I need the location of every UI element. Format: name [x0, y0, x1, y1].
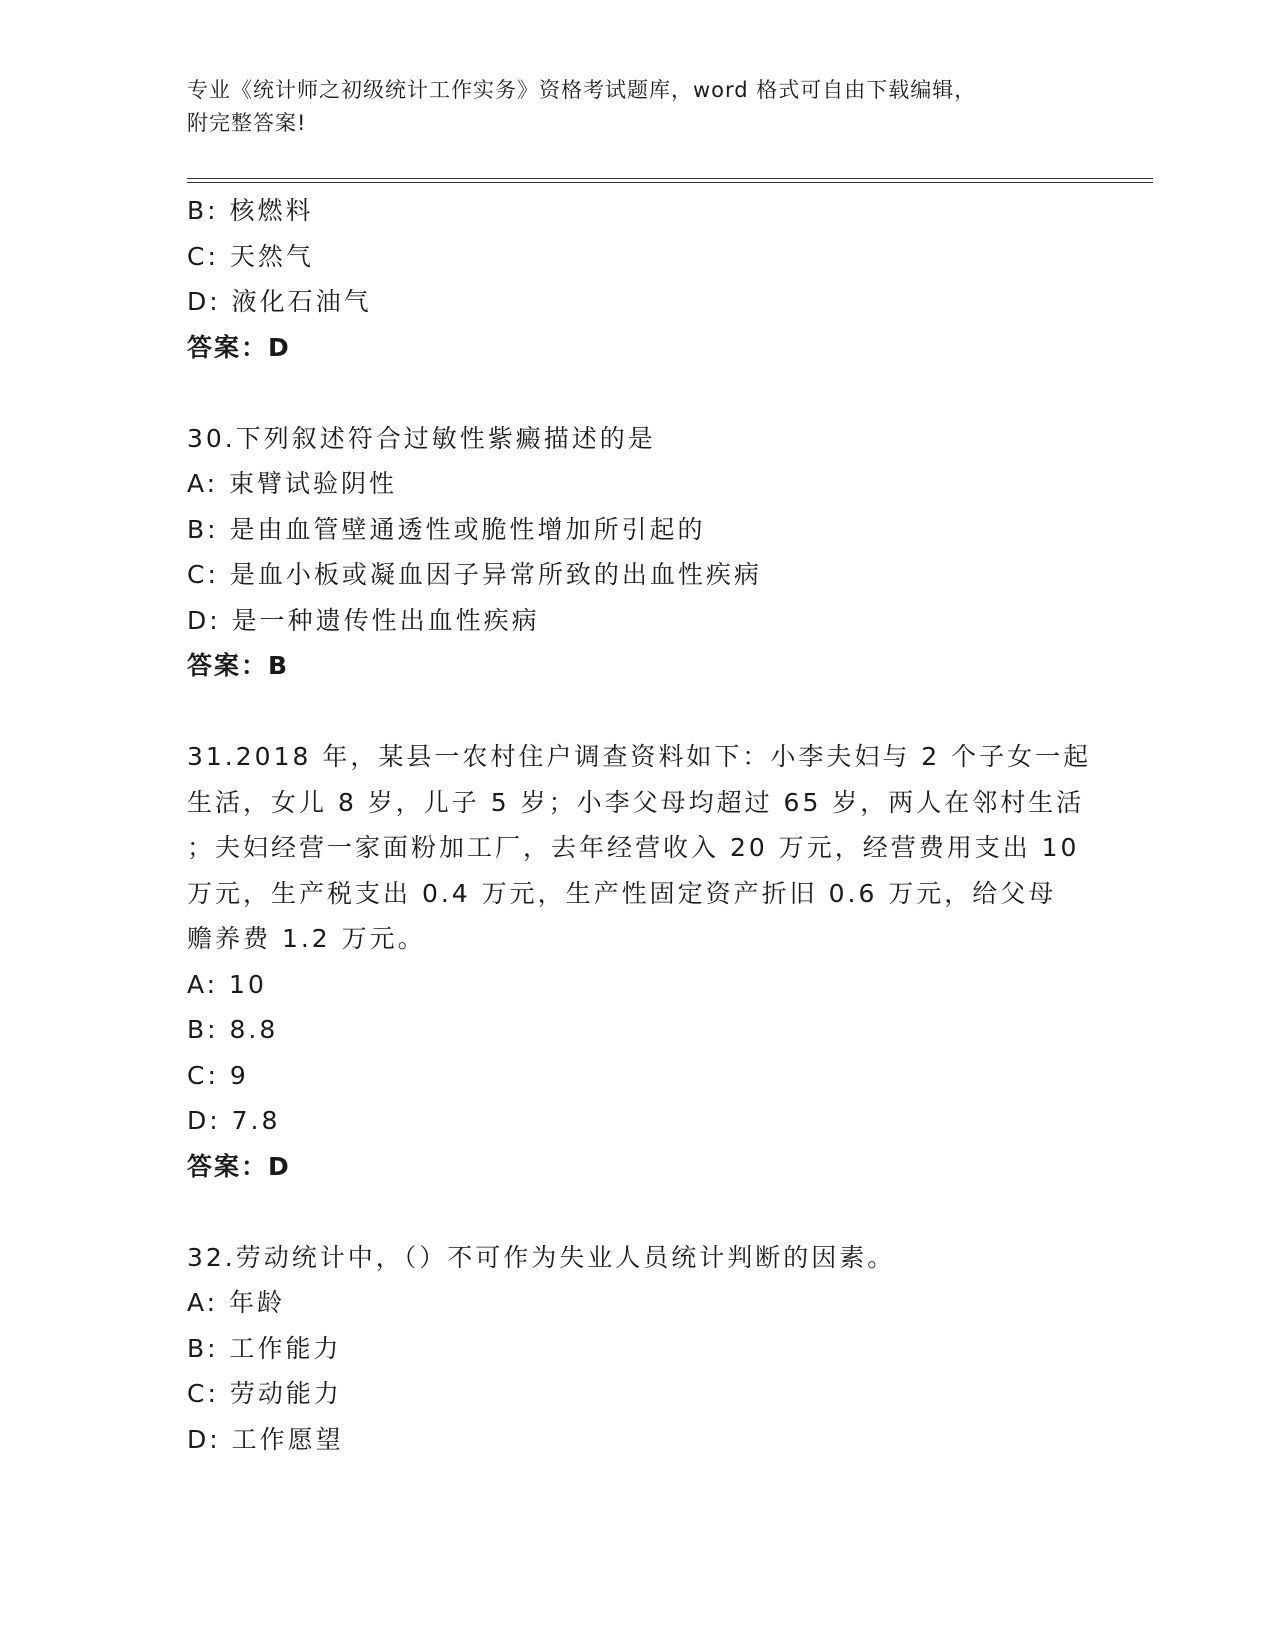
header-divider [187, 178, 1153, 183]
answer: 答案：B [187, 651, 290, 680]
option-a: A: 束臂试验阴性 [187, 469, 398, 498]
header-line-1: 专业《统计师之初级统计工作实务》资格考试题库，word 格式可自由下载编辑， [187, 78, 977, 102]
option-c: C: 劳动能力 [187, 1379, 342, 1408]
question-text-line: 赡养费 1.2 万元。 [187, 924, 426, 953]
option-a: A: 年龄 [187, 1288, 286, 1317]
option-c: C: 是血小板或凝血因子异常所致的出血性疾病 [187, 560, 762, 589]
option-d: D: 是一种遗传性出血性疾病 [187, 605, 540, 635]
answer: 答案：D [187, 1151, 291, 1181]
option-d: D: 工作愿望 [187, 1424, 344, 1454]
question-32 [187, 1235, 1087, 1463]
option-c: C: 9 [187, 1060, 249, 1090]
question-text-line: 31.2018 年，某县一农村住户调查资料如下：小李夫妇与 2 个子女一起 [187, 742, 1092, 771]
option-b: B: 核燃料 [187, 196, 314, 225]
question-text-line: 万元，生产税支出 0.4 万元，生产性固定资产折旧 0.6 万元，给父母 [187, 878, 1057, 908]
option-d: D: 液化石油气 [187, 287, 372, 316]
spacer [187, 370, 1087, 416]
option-d: D: 7.8 [187, 1106, 281, 1135]
option-c: C: 天然气 [187, 241, 314, 271]
question-31 [187, 734, 1092, 1189]
question-text: 30.下列叙述符合过敏性紫癜描述的是 [187, 423, 656, 453]
question-29 [187, 188, 1087, 370]
question-text-line: ；夫妇经营一家面粉加工厂，去年经营收入 20 万元，经营费用支出 10 [187, 833, 1080, 862]
question-text: 32.劳动统计中，（）不可作为失业人员统计判断的因素。 [187, 1242, 896, 1272]
spacer [187, 1189, 1087, 1235]
question-30 [187, 416, 1087, 689]
spacer [187, 689, 1087, 735]
option-a: A: 10 [187, 969, 267, 999]
option-b: B: 8.8 [187, 1015, 279, 1044]
answer: 答案：D [187, 332, 291, 362]
header-line-2: 附完整答案! [187, 111, 307, 135]
question-content [187, 188, 1092, 1462]
option-b: B: 工作能力 [187, 1333, 342, 1363]
question-text-line: 生活，女儿 8 岁，儿子 5 岁；小李父母均超过 65 岁，两人在邻村生活 [187, 787, 1085, 817]
document-header [187, 74, 1067, 140]
option-b: B: 是由血管壁通透性或脆性增加所引起的 [187, 514, 706, 544]
